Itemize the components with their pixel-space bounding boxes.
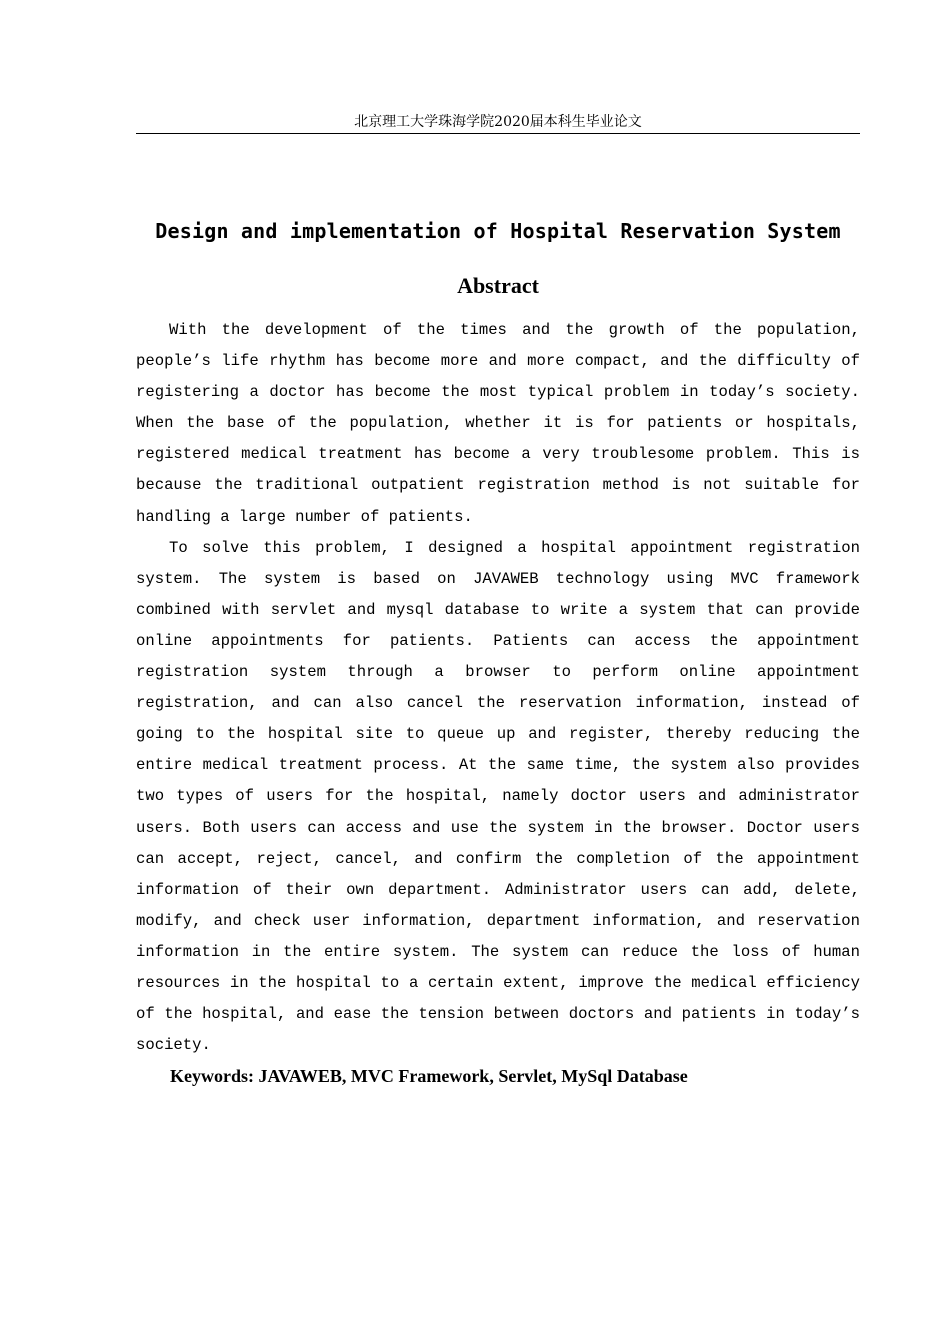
running-header: 北京理工大学珠海学院2020届本科生毕业论文: [354, 114, 642, 130]
abstract-paragraph-2: To solve this problem, I designed a hospital appointment registration system. The system is based on JAVAWEB technology using MVC framework combined with servlet and mysql database to write a system that can provide online appointments for patients. Patients can access the appointment registration system through a browser to perform online appointment registration, and can also cancel the reservation information, instead of going to the hospital site to queue up and register, thereby reducing the entire medical treatment process. At the same time, the system also provides two types of users for the hospital, namely doctor users and administrator users. Both users can access and use the system in the browser. Doctor users can accept, reject, cancel, and confirm the completion of the appointment information of their own department. Administrator users can add, delete, modify, and check user information, department information, and reservation information in the entire system. The system can reduce the loss of human resources in the hospital to a certain extent, improve the medical efficiency of the hospital, and ease the tension between doctors and patients in today’s society.: [136, 538, 860, 1055]
abstract-body: [136, 315, 860, 1091]
abstract-heading: Abstract: [457, 273, 539, 298]
paper-title: Design and implementation of Hospital Reservation System: [155, 219, 841, 243]
abstract-paragraph-1: With the development of the times and the growth of the population, people’s life rhythm has become more and more compact, and the difficulty of registering a doctor has become the most typical problem in today’s society. When the base of the population, whether it is for patients or hospitals, registered medical treatment has become a very troublesome problem. This is because the traditional outpatient registration method is not suitable for handling a large number of patients.: [136, 321, 860, 526]
keywords-line: Keywords: JAVAWEB, MVC Framework, Servlet, MySql Database: [170, 1066, 688, 1087]
header-rule: [136, 133, 860, 134]
